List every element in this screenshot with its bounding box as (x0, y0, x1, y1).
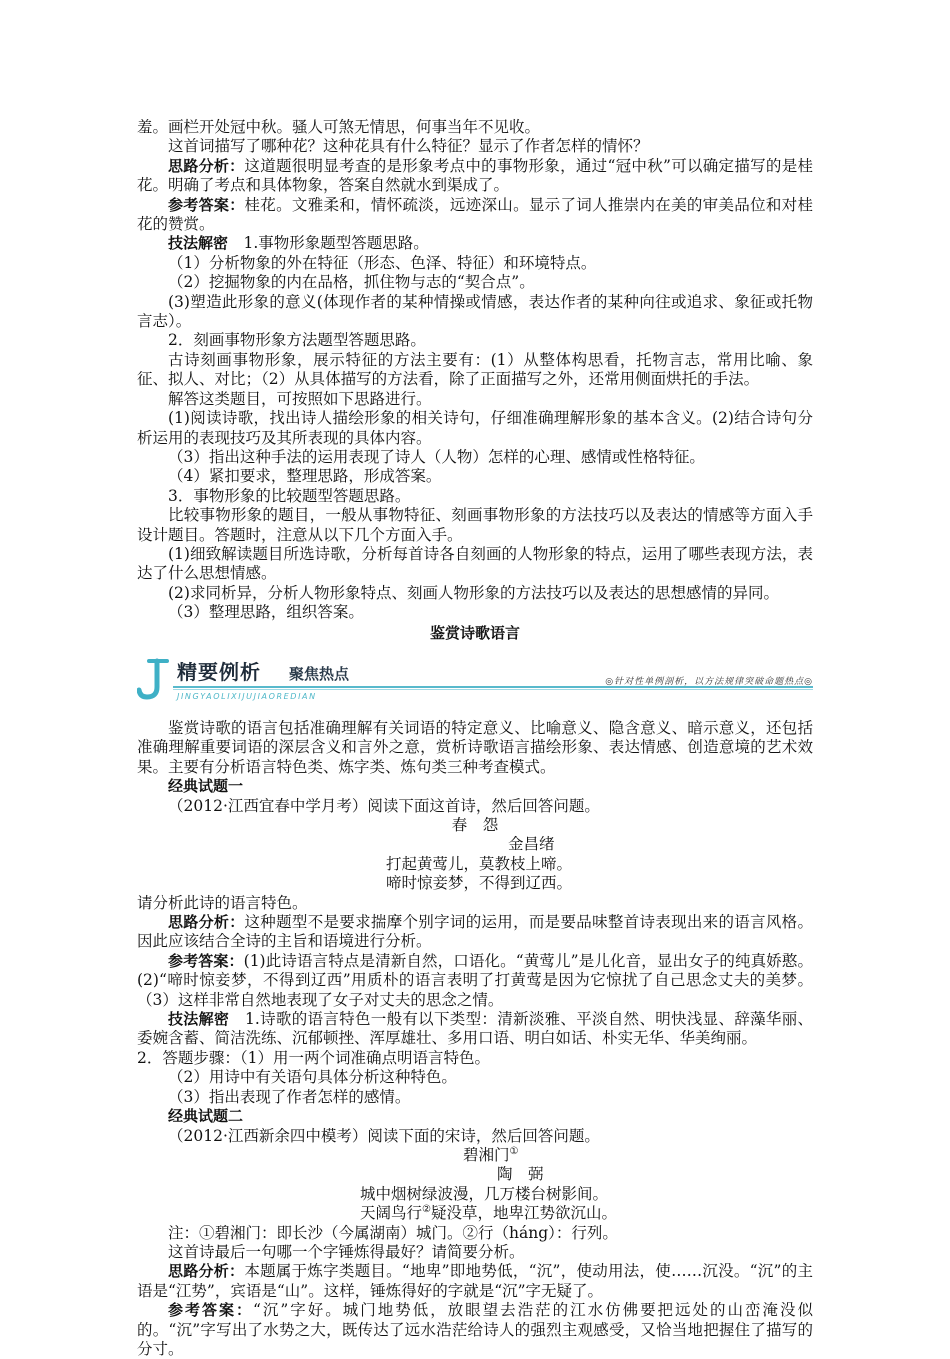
example-1-answer (137, 952, 813, 1010)
technique-text: 1.诗歌的语言特色一般有以下类型：清新淡雅、平淡自然、明快浅显、辞藻华丽、委婉含蓄、简洁洗练、沉郁顿挫、浑厚雄壮、多用口语、明白如话、朴实无华、华美绚丽。 (137, 1010, 813, 1048)
example-2-source: （2012·江西新余四中模考）阅读下面的宋诗，然后回答问题。 (168, 1126, 600, 1145)
banner-logo-icon (137, 657, 171, 701)
example-1-technique (137, 1010, 813, 1049)
example-1-label: 经典试题一 (168, 777, 244, 796)
footnote-marker: ② (422, 1203, 431, 1215)
poem-2-line-part: 疑没草，地卑江势欲沉山。 (430, 1204, 617, 1223)
example-1-step: （3）指出表现了作者怎样的感情。 (168, 1087, 411, 1106)
technique-item: (2)求同析异，分析人物形象特点、刻画人物形象的方法技巧以及表达的思想感情的异同。 (168, 583, 779, 602)
analysis-text: 这种题型不是要求揣摩个别字词的运用，而是要品味整首诗表现出来的语言风格。因此应该结合全诗的主旨和语境进行分析。 (137, 913, 813, 951)
answer-label: 参考答案： (168, 195, 245, 214)
footnote-marker: ① (509, 1145, 519, 1157)
answer-text: (1)此诗语言特点是清新自然，口语化。“黄莺儿”是儿化音，显出女子的纯真娇憨。(2)“啼时惊妾梦，不得到辽西”用质朴的语言表明了打黄莺是因为它惊扰了自己思念丈夫的美梦。（3）这样非常自然地表现了女子对丈夫的思念之情。 (137, 951, 813, 1009)
technique-item: (3)塑造此形象的意义(体现作者的某种情操或情感，表达作者的某种向往或追求、象征或托物言志）。 (137, 292, 813, 331)
poem-1-author: 金昌绪 (508, 835, 555, 854)
poem-2-title-text: 碧湘门 (463, 1145, 510, 1164)
technique-item: (1)阅读诗歌，找出诗人描绘形象的相关诗句，仔细准确理解形象的基本含义。(2)结合诗句分析运用的表现技巧及其所表现的具体内容。 (137, 409, 813, 447)
section-heading: 鉴赏诗歌语言 (429, 623, 520, 642)
technique-item: 比较事物形象的题目，一般从事物特征、刻画事物形象的方法技巧以及表达的情感等方面入手设计题目。答题时，注意从以下几个方面入手。 (137, 506, 813, 544)
technique-item: （4）紧扣要求，整理思路，形成答案。 (168, 467, 442, 486)
document-page (137, 118, 813, 1359)
answer-text: “沉”字好。城门地势低，放眼望去浩茫的江水仿佛要把远处的山峦淹没似的。“沉”字写出了水势之大，既传达了远水浩茫给诗人的强烈主观感受，又恰当地把握住了描写的分寸。 (137, 1301, 813, 1358)
banner-pinyin: JINGYAOLIXIJUJIAOREDIAN (177, 691, 317, 701)
answer-paragraph (137, 196, 813, 235)
technique-paragraph (137, 234, 813, 253)
section-banner (137, 657, 813, 701)
answer-label: 参考答案： (168, 951, 244, 970)
technique-item: 2．刻画事物形象方法题型答题思路。 (168, 331, 426, 350)
analysis-text: 这道题很明显考查的是形象考点中的事物形象，通过“冠中秋”可以确定描写的是桂花。明确了考点和具体物象，答案自然就水到渠成了。 (137, 156, 813, 195)
technique-item: 解答这类题目，可按照如下思路进行。 (168, 389, 432, 408)
example-1-analysis (137, 913, 813, 952)
poem-1-line: 啼时惊妾梦，不得到辽西。 (386, 874, 573, 893)
technique-item: （3）指出这种手法的运用表现了诗人（人物）怎样的心理、感情或性格特征。 (168, 447, 705, 466)
example-2-note: 注：①碧湘门：即长沙（今属湖南）城门。②行（háng）：行列。 (168, 1223, 618, 1242)
technique-item: （1）分析物象的外在特征（形态、色泽、特征）和环境特点。 (168, 253, 597, 272)
banner-title: 精要例析 (177, 659, 261, 684)
poem-2-line-part: 天阔鸟行 (360, 1204, 423, 1223)
example-1-step: （2）用诗中有关语句具体分析这种特色。 (168, 1068, 457, 1087)
analysis-label: 思路分析： (168, 913, 245, 932)
technique-label: 技法解密 (168, 1010, 230, 1029)
example-2-answer (137, 1301, 813, 1359)
poem-1-title: 春 怨 (451, 816, 499, 834)
analysis-text: 本题属于炼字类题目。“地卑”即地势低，“沉”，使动用法，使……沉没。“沉”的主语是“江势”，宾语是“山”。这样，锤炼得好的字就是“沉”字无疑了。 (137, 1262, 813, 1300)
technique-item: （2）挖掘物象的内在品格，抓住物与志的“契合点”。 (168, 273, 535, 292)
poem-2-line (137, 1204, 813, 1223)
poem-tail-line: 羞。画栏开处冠中秋。骚人可煞无情思，何事当年不见收。 (137, 118, 541, 136)
technique-item: 古诗刻画事物形象，展示特征的方法主要有：(1）从整体构思看，托物言志，常用比喻、象征、拟人、对比；（2）从具体描写的方法看，除了正面描写之外，还常用侧面烘托的手法。 (137, 350, 813, 389)
poem-1-line: 打起黄莺儿，莫教枝上啼。 (386, 854, 573, 873)
answer-text: 桂花。文雅柔和，情怀疏淡，远迹深山。显示了词人推崇内在美的审美品位和对桂花的赞赏。 (137, 195, 813, 234)
example-1-step: 2．答题步骤：（1）用一两个词准确点明语言特色。 (137, 1048, 490, 1067)
banner-subtitle: 聚焦热点 (289, 664, 350, 683)
banner-note: ◎针对性单例剖析，以方法规律突破命题热点◎ (605, 676, 813, 687)
analysis-paragraph (137, 157, 813, 196)
example-2-label: 经典试题二 (168, 1107, 244, 1126)
analysis-label: 思路分析： (168, 1262, 245, 1281)
technique-item: 3．事物形象的比较题型答题思路。 (168, 486, 411, 505)
example-1-source: （2012·江西宜春中学月考）阅读下面这首诗，然后回答问题。 (168, 796, 600, 815)
example-1-question: 请分析此诗的语言特色。 (137, 893, 308, 912)
technique-item: (1)细致解读题目所选诗歌，分析每首诗各自刻画的人物形象的特点，运用了哪些表现方法，表达了什么思想情感。 (137, 544, 813, 583)
poem-2-line: 城中烟树绿波漫，几万楼台树影间。 (360, 1184, 609, 1203)
example-2-question: 这首诗最后一句哪一个字锤炼得最好？请简要分析。 (168, 1242, 525, 1261)
technique-label: 技法解密 (168, 234, 229, 253)
poem-2-title (137, 1146, 813, 1165)
intro-paragraph: 鉴赏诗歌的语言包括准确理解有关词语的特定意义、比喻意义、隐含意义、暗示意义，还包括准确理解重要词语的深层含义和言外之意，赏析诗歌语言描绘形象、表达情感、创造意境的艺术效果。主要有分析语言特色类、炼字类、炼句类三种考查模式。 (137, 718, 813, 776)
technique-text: 1.事物形象题型答题思路。 (228, 234, 429, 253)
analysis-label: 思路分析： (168, 156, 245, 175)
example-2-analysis (137, 1262, 813, 1301)
poem-2-author: 陶 弼 (497, 1165, 544, 1184)
technique-item: （3）整理思路，组织答案。 (168, 603, 364, 622)
question-text: 这首词描写了哪种花？这种花具有什么特征？显示了作者怎样的情怀？ (168, 137, 649, 156)
answer-label: 参考答案： (168, 1301, 253, 1320)
